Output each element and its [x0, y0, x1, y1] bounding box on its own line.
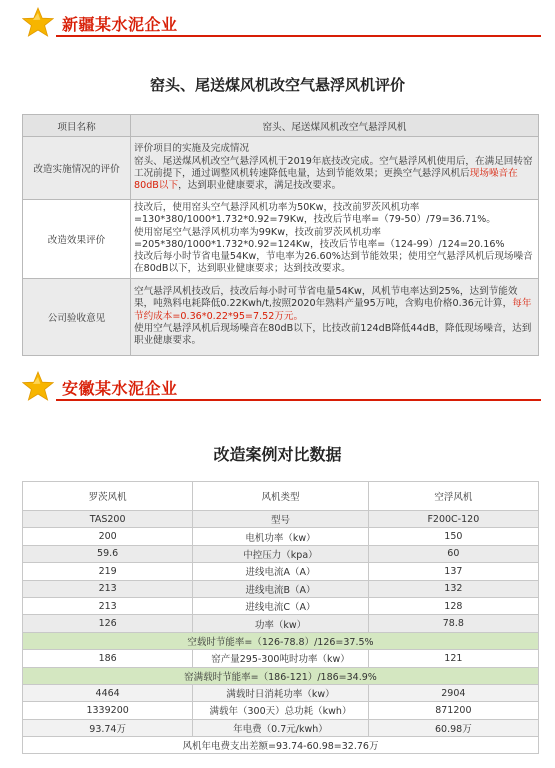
table-cell: 60.98万 [368, 719, 538, 736]
table-cell: F200C-120 [368, 511, 538, 528]
row-content [131, 137, 539, 200]
table-row [23, 702, 539, 719]
row-label: 公司验收意见 [23, 278, 131, 355]
table-cell: 78.8 [368, 615, 538, 632]
table-header-cell: 项目名称 [23, 115, 131, 137]
table-row [23, 278, 539, 355]
content-line: 评价项目的实施及完成情况 [134, 143, 250, 155]
table-cell: 128 [368, 597, 538, 614]
table-cell: 窑产量295-300吨时功率（kw） [193, 650, 368, 667]
table-row [23, 597, 539, 614]
content-line: 使用窑尾空气悬浮风机功率为99Kw，技改前罗茨风机功率 [134, 226, 382, 238]
table-row [23, 650, 539, 667]
table-cell: 满载年（300天）总功耗（kwh） [193, 702, 368, 719]
section-divider [56, 399, 541, 401]
table-header-cell: 罗茨风机 [23, 482, 193, 511]
table-cell: 200 [23, 528, 193, 545]
table-cell: 186 [23, 650, 193, 667]
star-icon [22, 7, 54, 39]
table-cell: 电机功率（kw） [193, 528, 368, 545]
table-cell: 4464 [23, 684, 193, 701]
content-line: 技改后，使用窑头空气悬浮风机功率为50Kw，技改前罗茨风机功率 [134, 202, 420, 213]
table-header-cell: 风机类型 [193, 482, 368, 511]
table-cell: 中控压力（kpa） [193, 545, 368, 562]
content-text: 空气悬浮风机技改后，技改后每小时可节省电量54Kw，风机节电率达到25%，达到节能效果，吨熟料电耗降低0.22Kwh/t,按照2020年熟料产量95万吨，含购电价格0.36元计算， [134, 286, 518, 310]
table-cell: 1339200 [23, 702, 193, 719]
page-heading: 改造案例对比数据 [213, 445, 342, 464]
table-header-cell: 窑头、尾送煤风机改空气悬浮风机 [131, 115, 539, 137]
table-cell: 年电费（0.7元/kwh） [193, 719, 368, 736]
content-text: 窑头、尾送煤风机改空气悬浮风机于2019年底技改完成。空气悬浮风机使用后，在满足回转窑工况前提下，通过调整风机转速降低电量，达到节能效果；更换空气悬浮风机后 [134, 155, 533, 179]
table-cell: 60 [368, 545, 538, 562]
table-cell: 213 [23, 580, 193, 597]
row-content [131, 278, 539, 355]
star-icon [22, 371, 54, 403]
summary-row [23, 632, 539, 649]
table-row [23, 580, 539, 597]
comparison-table [22, 481, 539, 754]
table-cell: 150 [368, 528, 538, 545]
table-cell: 219 [23, 563, 193, 580]
section-divider [56, 35, 541, 37]
table-row [23, 200, 539, 279]
evaluation-table [22, 114, 539, 356]
section-title: 新疆某水泥企业 [62, 14, 178, 34]
table-cell: 93.74万 [23, 719, 193, 736]
table-cell: 126 [23, 615, 193, 632]
content-line: =205*380/1000*1.732*0.92=124Kw，技改后节电率=（124-99）/124=20.16% [134, 238, 505, 250]
summary-row [23, 737, 539, 754]
row-label: 改造效果评价 [23, 200, 131, 279]
content-text: ，达到职业健康要求，满足技改要求。 [178, 180, 342, 192]
table-row [23, 137, 539, 200]
highlight-text: 现场噪音在80dB以下 [134, 168, 518, 192]
table-header-cell: 空浮风机 [368, 482, 538, 511]
table-cell: 213 [23, 597, 193, 614]
table-cell: 2904 [368, 684, 538, 701]
table-row [23, 719, 539, 736]
table-row [23, 563, 539, 580]
table-cell: 137 [368, 563, 538, 580]
summary-cell: 空载时节能率=（126-78.8）/126=37.5% [23, 632, 539, 649]
row-label: 改造实施情况的评价 [23, 137, 131, 200]
table-cell: 132 [368, 580, 538, 597]
table-cell: 871200 [368, 702, 538, 719]
table-cell: 121 [368, 650, 538, 667]
summary-cell: 窑满载时节能率=（186-121）/186=34.9% [23, 667, 539, 684]
summary-cell: 风机年电费支出差额=93.74-60.98=32.76万 [23, 737, 539, 754]
table-row [23, 511, 539, 528]
table-cell: 59.6 [23, 545, 193, 562]
table-cell: 进线电流A（A） [193, 563, 368, 580]
summary-row [23, 667, 539, 684]
content-line: 技改后每小时节省电量54Kw，节电率为26.60%达到节能效果；使用空气悬浮风机后现场噪音在80dB以下，达到职业健康要求；达到技改要求。 [134, 251, 533, 275]
table-header-row [23, 482, 539, 511]
row-content [131, 200, 539, 279]
page-heading: 窑头、尾送煤风机改空气悬浮风机评价 [149, 76, 405, 94]
table-cell: 功率（kw） [193, 615, 368, 632]
highlight-text: 每年节约成本=0.36*0.22*95=7.52万元。 [134, 298, 532, 322]
table-row [23, 545, 539, 562]
table-row [23, 615, 539, 632]
table-cell: 进线电流C（A） [193, 597, 368, 614]
content-text: 使用空气悬浮风机后现场噪音在80dB以下，比技改前124dB降低44dB，降低现场噪音，达到职业健康要求。 [134, 322, 532, 347]
table-row [23, 528, 539, 545]
table-cell: 型号 [193, 511, 368, 528]
table-row [23, 684, 539, 701]
content-line: =130*380/1000*1.732*0.92=79Kw，技改后节电率=（79-50）/79=36.71%。 [134, 214, 496, 226]
table-cell: 进线电流B（A） [193, 580, 368, 597]
section-title: 安徽某水泥企业 [62, 378, 178, 398]
table-cell: TAS200 [23, 511, 193, 528]
table-cell: 满载时日消耗功率（kw） [193, 684, 368, 701]
